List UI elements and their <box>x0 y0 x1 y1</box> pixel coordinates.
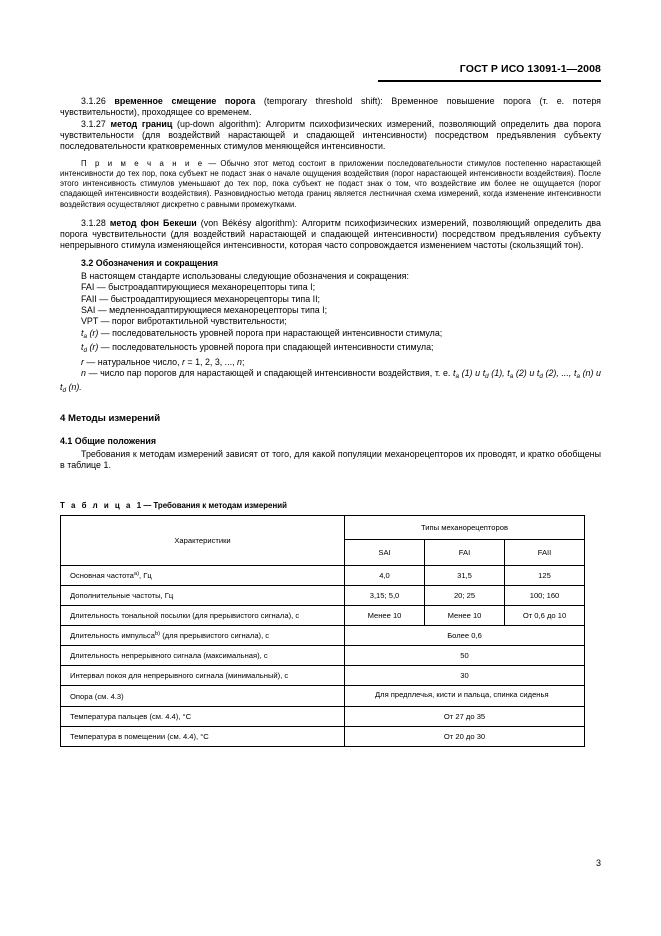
row-label: Температура пальцев (см. 4.4), °С <box>61 706 345 726</box>
symbol-n: n <box>81 368 86 379</box>
table-row <box>61 585 585 605</box>
table-row <box>61 565 585 585</box>
symbol-arg1: (1) и <box>459 368 483 379</box>
cell-sai: Менее 10 <box>345 605 425 625</box>
header-faii: FAII <box>505 539 585 565</box>
row-label-tail: (для прерывистого сигнала), с <box>160 630 270 640</box>
header-rule <box>378 80 601 82</box>
abbr-td-text: — последовательность уровней порога при спадающей интенсивности стимула; <box>98 342 434 353</box>
symbol-t: t <box>81 327 84 338</box>
abbr-item-n <box>60 368 601 397</box>
table-row <box>61 726 585 746</box>
abbr-r-text: — натуральное число, <box>83 356 182 367</box>
cell-sai: 3,15; 5,0 <box>345 585 425 605</box>
abbr-r-value: = 1, 2, 3, ..., <box>184 356 238 367</box>
symbol-t2: t <box>482 368 486 379</box>
definition-3-1-27 <box>60 119 601 153</box>
symbol-sub-d1: d <box>485 373 489 381</box>
cell-faii: 100; 160 <box>505 585 585 605</box>
def-number: 3.1.27 <box>81 118 106 129</box>
symbol-n: n <box>237 356 242 367</box>
def-english: (von Békésy algorithm): <box>200 217 298 228</box>
abbr-item-fai: FAI — быстроадаптирующиеся механорецепторы типа I; <box>81 282 316 293</box>
standard-id: ГОСТ Р ИСО 13091-1—2008 <box>459 63 601 75</box>
symbol-sub-a: a <box>83 332 87 340</box>
abbr-item-faii: FAII — быстроадаптирующиеся механорецепторы типа II; <box>81 293 320 304</box>
abbr-r-end: ; <box>241 356 245 367</box>
cell-merged: От 27 до 35 <box>345 706 585 726</box>
table-caption-number: 1 <box>136 500 142 510</box>
cell-faii: 125 <box>505 565 585 585</box>
def-term: метод границ <box>110 118 173 129</box>
row-label <box>61 625 345 645</box>
cell-merged: Более 0,6 <box>345 625 585 645</box>
header-mechanoreceptor-types: Типы механорецепторов <box>345 515 585 539</box>
row-label: Длительность непрерывного сигнала (максимальная), с <box>61 645 345 665</box>
abbr-item-td <box>60 342 601 356</box>
cell-sai: 4,0 <box>345 565 425 585</box>
row-label-tail: , Гц <box>139 570 152 580</box>
cell-fai: Менее 10 <box>425 605 505 625</box>
cell-merged: От 20 до 30 <box>345 726 585 746</box>
table-row <box>61 685 585 706</box>
def-text: Алгоритм психофизических измерений, позволяющий определить два порога чувствительности (для воздействий нарастающей и спадающей интенсивности) посредством предъявления субъекту последовательности кратковременных стимулов меняющейся интенсивности. <box>60 118 601 152</box>
abbr-ta-text: — последовательность уровней порога при нарастающей интенсивности стимула; <box>98 327 443 338</box>
symbol-r-expr: r <box>182 356 185 367</box>
note-paragraph <box>60 159 601 210</box>
row-label: Дополнительные частоты, Гц <box>61 585 345 605</box>
table-caption-dash: — <box>141 500 154 510</box>
symbol-sub-d3: d <box>62 387 66 395</box>
def-number: 3.1.28 <box>81 217 106 228</box>
def-term: временное смещение порога <box>114 96 256 106</box>
symbol-t3: t <box>507 368 510 379</box>
note-label: П р и м е ч а н и е <box>81 158 205 168</box>
def-term: метод фон Бекеши <box>109 217 197 228</box>
symbol-r: r <box>81 356 84 367</box>
table-caption-title: Требования к методам измерений <box>153 500 287 510</box>
table-header-row-1 <box>61 515 585 539</box>
abbr-item-sai: SAI — медленноадаптирующиеся механорецепторы типа I; <box>81 304 328 315</box>
note-text: Обычно этот метод состоит в приложении последовательности стимулов постепенно нарастающей интенсивности до тех пор, пока субъект не подаст знак о начале ощущения воздействия (порог нарастающей интенсивности воздействия). После этого интенсивность стимулов уменьшают до тех пор, пока субъект не подаст знак о том, что воздействие им более не ощущается (порог спадающей интенсивности воздействия). Разновидностью метода границ является лестничная схема измерений, когда изменение интенсивности воздействия осуществляют дискретно с равными промежутками. <box>60 158 601 209</box>
table-row <box>61 645 585 665</box>
table-row <box>61 665 585 685</box>
row-label: Опора (см. 4.3) <box>61 685 345 706</box>
table-caption-label: Т а б л и ц а <box>60 500 133 510</box>
header-characteristics: Характеристики <box>61 515 345 565</box>
table-row <box>61 625 585 645</box>
table-caption <box>60 500 601 511</box>
row-label <box>61 565 345 585</box>
def-number: 3.1.26 <box>81 96 106 106</box>
abbr-item-r <box>60 357 601 368</box>
row-label-text: Основная частота <box>70 570 134 580</box>
symbol-t1: t <box>453 368 456 379</box>
symbol-arg5: (n) и <box>579 368 601 379</box>
symbol-t: t <box>81 342 84 353</box>
definition-3-1-28 <box>60 218 601 252</box>
requirements-table <box>60 515 585 747</box>
symbol-sub-a2: a <box>509 373 514 381</box>
table-row <box>61 605 585 625</box>
footnote-marker-a: а) <box>133 570 139 577</box>
cell-merged: Для предплечья, кисти и пальца, спинка сиденья <box>345 685 585 706</box>
symbol-t5: t <box>573 368 577 379</box>
row-label-text: Длительность импульса <box>70 630 155 640</box>
abbr-n-text: — число пар порогов для нарастающей и спадающей интенсивности воздействия, т. е. <box>85 368 454 379</box>
cell-fai: 20; 25 <box>425 585 505 605</box>
symbol-arg3: (2) и <box>513 368 537 379</box>
abbr-item-ta <box>60 328 601 342</box>
cell-fai: 31,5 <box>425 565 505 585</box>
symbol-sub-a3: a <box>576 373 580 381</box>
symbol-sub-a1: a <box>455 373 460 381</box>
table-row <box>61 706 585 726</box>
heading-4-1: 4.1 Общие положения <box>60 435 157 446</box>
symbol-arg4: (2), ..., <box>542 368 574 379</box>
symbol-arg2: (1), <box>488 368 508 379</box>
header-fai: FAI <box>425 539 505 565</box>
symbol-arg: (r) <box>86 327 99 338</box>
cell-merged: 50 <box>345 645 585 665</box>
symbol-t4: t <box>536 368 540 379</box>
def-english: (temporary threshold shift): <box>263 96 383 106</box>
footnote-marker-b: b) <box>154 630 161 637</box>
paragraph-4-1: Требования к методам измерений зависят от того, для какой популяции механорецепторов их проводят, и кратко обобщены в таблице 1. <box>60 448 601 471</box>
cell-faii: От 0,6 до 10 <box>505 605 585 625</box>
row-label: Длительность тональной посылки (для прерывистого сигнала), с <box>61 605 345 625</box>
note-dash: — <box>204 158 221 168</box>
abbr-item-vpt: VPT — порог вибротактильной чувствительности; <box>81 316 287 327</box>
def-text: Алгоритм психофизических измерений, позволяющий определить два порога чувствительности (для воздействий нарастающей и спадающей интенсивности) посредством предъявления субъекту непрерывного стимула изменяющейся интенсивности, которая часто сопровождается изменением частоты (скользящий тон). <box>60 217 601 251</box>
cell-merged: 30 <box>345 665 585 685</box>
row-label: Температура в помещении (см. 4.4), °С <box>61 726 345 746</box>
page-content <box>60 96 601 747</box>
symbol-arg: (r) <box>86 342 99 353</box>
abbr-intro: В настоящем стандарте использованы следующие обозначения и сокращения: <box>81 270 409 281</box>
symbol-sub-d: d <box>83 347 87 355</box>
header-sai: SAI <box>345 539 425 565</box>
symbol-t6: t <box>60 382 63 393</box>
def-text: Временное повышение порога (т. е. потеря чувствительности), проходящее со временем. <box>60 96 601 118</box>
symbol-arg6: (n). <box>65 382 82 393</box>
page-number: 3 <box>595 858 601 868</box>
symbol-sub-d2: d <box>539 373 543 381</box>
definition-3-1-26 <box>60 96 601 119</box>
heading-3-2: 3.2 Обозначения и сокращения <box>81 257 219 268</box>
heading-section-4: 4 Методы измерений <box>60 412 161 424</box>
def-english: (up-down algorithm): <box>177 118 262 129</box>
row-label: Интервал покоя для непрерывного сигнала (минимальный), с <box>61 665 345 685</box>
